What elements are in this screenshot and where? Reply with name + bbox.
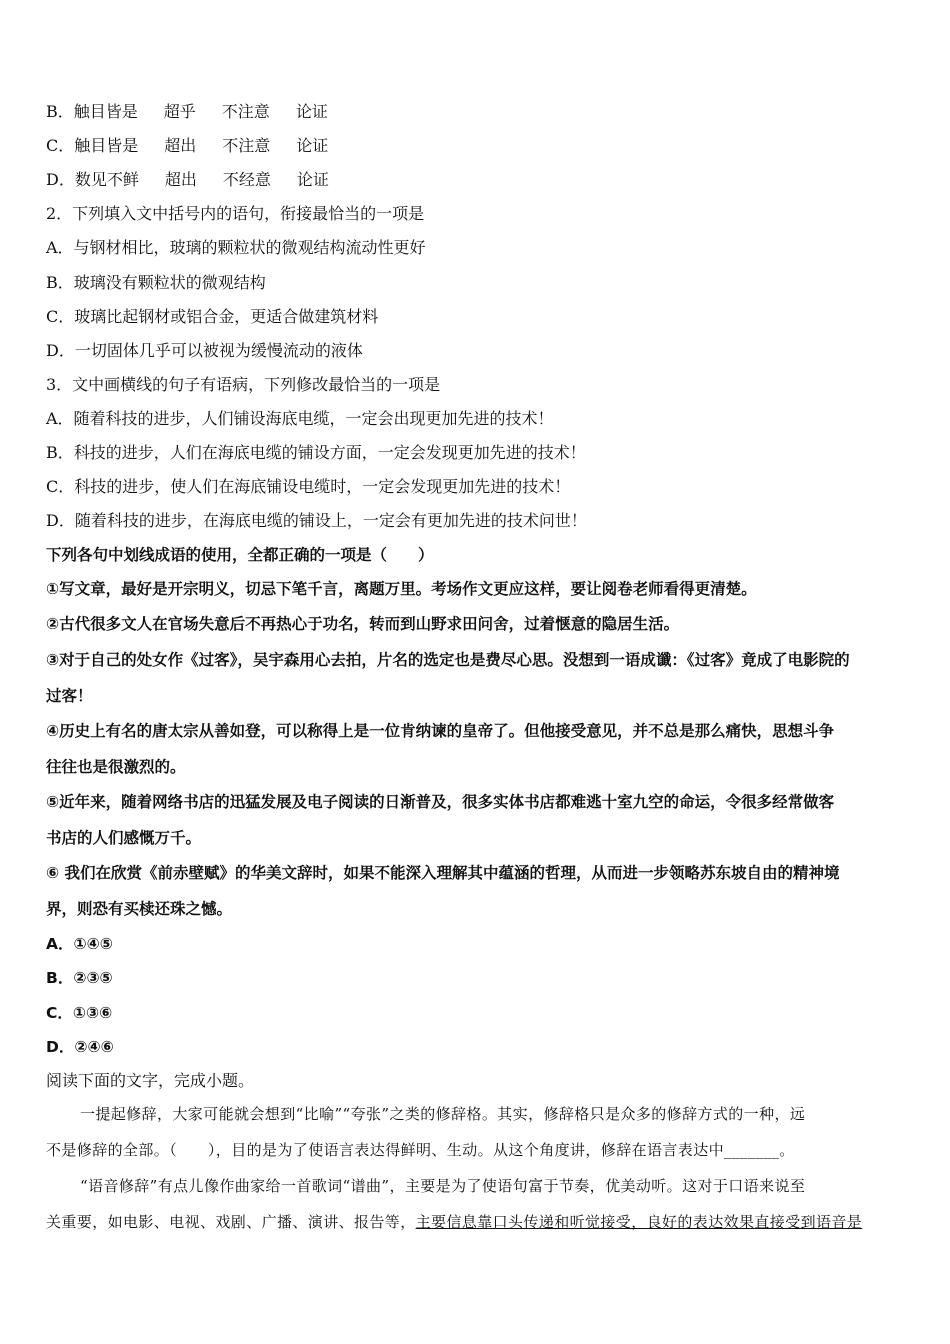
passage-p2-line2	[46, 1212, 908, 1232]
q4-item-5-cont: 书店的人们感慨万千。	[46, 829, 202, 847]
q1-option-d	[46, 170, 908, 190]
q4-item-4: ④历史上有名的唐太宗从善如登，可以称得上是一位肯纳谏的皇帝了。但他接受意见，并不总是那么痛快，思想斗争	[46, 722, 835, 740]
q3-option-d: D．随着科技的进步，在海底电缆的铺设上，一定会有更加先进的技术问世！	[46, 511, 587, 530]
option-word: 论证	[295, 102, 328, 121]
passage-p1-line1: 一提起修辞，大家可能就会想到“比喻”“夸张”之类的修辞格。其实，修辞格只是众多的修辞方式的一种，远	[80, 1105, 806, 1123]
q4-item-1: ①写文章，最好是开宗明义，切忌下笔千言，离题万里。考场作文更应这样，要让阅卷老师看得更清楚。	[46, 580, 757, 598]
q2-option-c: C．玻璃比起钢材或铝合金，更适合做建筑材料	[46, 307, 379, 326]
option-word: 不注意	[221, 102, 270, 121]
option-word: 论证	[296, 136, 329, 155]
q4-item-2: ②古代很多文人在官场失意后不再热心于功名，转而到山野求田问舍，过着惬意的隐居生活。	[46, 615, 680, 633]
q4-item-6: ⑥ 我们在欣赏《前赤壁赋》的华美文辞时，如果不能深入理解其中蕴涵的哲理，从而进一步领略苏东坡自由的精神境	[46, 864, 840, 882]
option-word: 超出	[164, 170, 197, 189]
q4-item-5: ⑤近年来，随着网络书店的迅猛发展及电子阅读的日渐普及，很多实体书店都难逃十室九空的命运，令很多经常做客	[46, 793, 835, 811]
q2-option-a: A．与钢材相比，玻璃的颗粒状的微观结构流动性更好	[46, 238, 426, 257]
option-label: C．	[46, 136, 75, 155]
passage-p1-line2: 不是修辞的全部。（ ），目的是为了使语言表达得鲜明、生动。从这个角度讲，修辞在语言表达中_______。	[46, 1141, 795, 1159]
q4-item-3: ③对于自己的处女作《过客》，吴宇森用心去拍，片名的选定也是费尽心思。没想到一语成谶：《过客》竟成了电影院的	[46, 651, 850, 669]
q4-item-6-cont: 界，则恐有买椟还珠之憾。	[46, 900, 233, 918]
option-label: B．	[46, 102, 74, 121]
q2-stem: 2．下列填入文中括号内的语句，衔接最恰当的一项是	[46, 204, 425, 223]
q4-option-b: B．②③⑤	[46, 969, 113, 987]
option-word: 不经意	[222, 170, 271, 189]
q1-option-b	[46, 102, 908, 122]
q2-option-b: B．玻璃没有颗粒状的微观结构	[46, 273, 266, 292]
q4-option-d: D．②④⑥	[46, 1038, 114, 1056]
q3-option-c: C．科技的进步，使人们在海底铺设电缆时，一定会发现更加先进的技术！	[46, 477, 571, 496]
option-word: 不注意	[222, 136, 271, 155]
underlined-sentence: 主要信息靠口头传递和听觉接受，良好的表达效果直接受到语音是	[415, 1213, 863, 1231]
q4-option-c: C．①③⑥	[46, 1004, 113, 1022]
q4-option-a: A．①④⑤	[46, 935, 113, 953]
reading-intro: 阅读下面的文字，完成小题。	[46, 1071, 255, 1090]
q1-option-c	[46, 136, 908, 156]
option-word: 触目皆是	[73, 102, 138, 121]
q4-stem: 下列各句中划线成语的使用，全都正确的一项是（ ）	[46, 546, 434, 564]
option-word: 论证	[296, 170, 329, 189]
option-word: 数见不鲜	[74, 170, 139, 189]
option-word: 触目皆是	[74, 136, 139, 155]
passage-text: 关重要，如电影、电视、戏剧、广播、演讲、报告等，	[46, 1213, 416, 1231]
option-word: 超出	[164, 136, 197, 155]
q3-option-a: A．随着科技的进步，人们铺设海底电缆，一定会出现更加先进的技术！	[46, 409, 554, 428]
q4-item-3-cont: 过客！	[46, 687, 93, 705]
passage-p2-line1: “语音修辞”有点儿像作曲家给一首歌词“谱曲”，主要是为了使语句富于节奏，优美动听。这对于口语来说至	[80, 1177, 806, 1195]
option-word: 超乎	[163, 102, 196, 121]
q3-option-b: B．科技的进步，人们在海底电缆的铺设方面，一定会发现更加先进的技术！	[46, 443, 586, 462]
option-label: D．	[46, 170, 75, 189]
q4-item-4-cont: 往往也是很激烈的。	[46, 758, 186, 776]
q3-stem: 3．文中画横线的句子有语病，下列修改最恰当的一项是	[46, 375, 441, 394]
q2-option-d: D．一切固体几乎可以被视为缓慢流动的液体	[46, 341, 363, 360]
